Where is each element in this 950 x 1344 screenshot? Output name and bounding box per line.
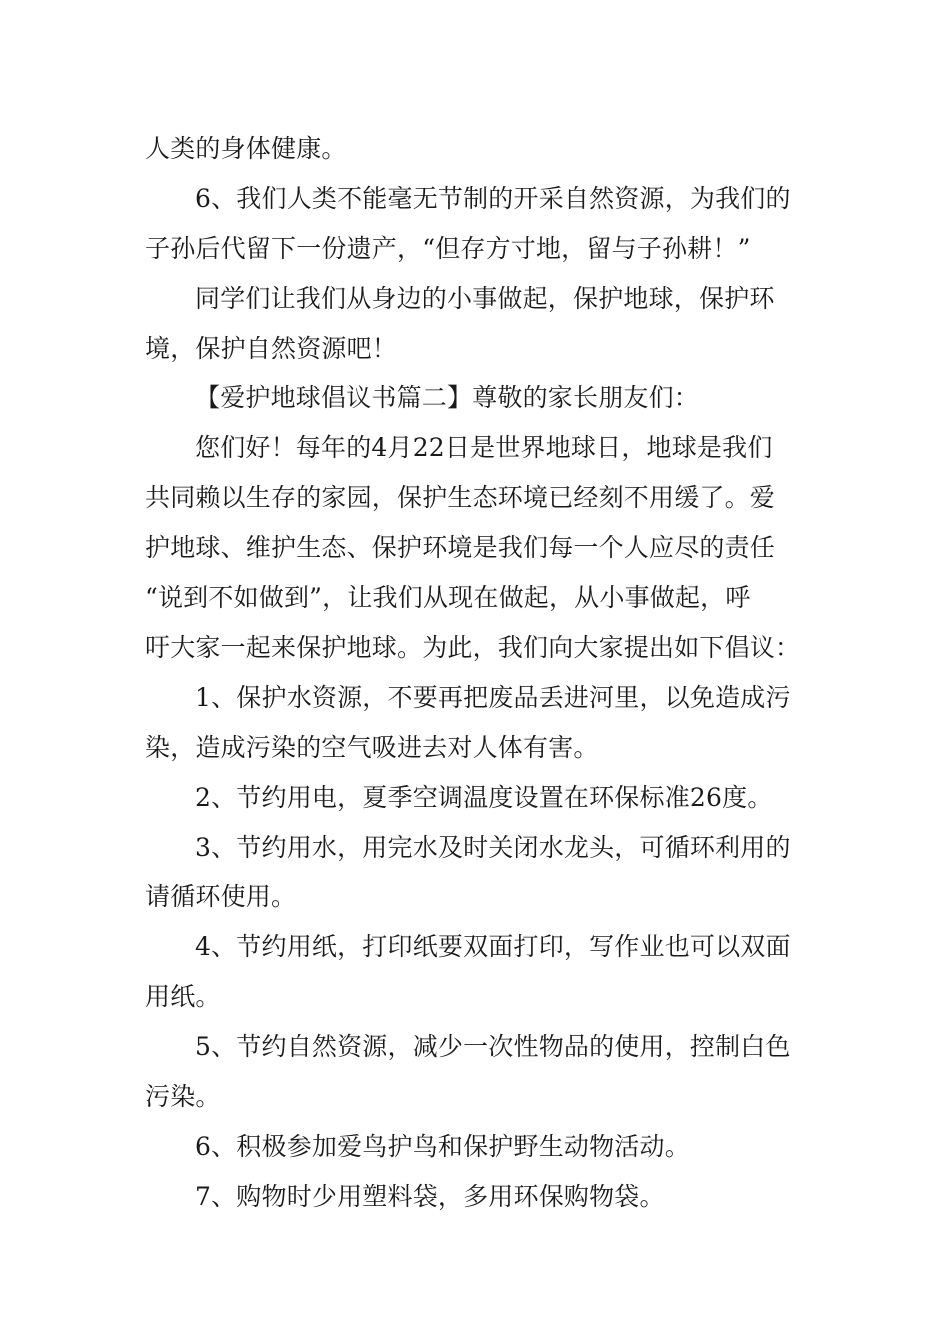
text-line: 5、节约自然资源，减少一次性物品的使用，控制白色 bbox=[195, 1032, 791, 1061]
text-line: 6、我们人类不能毫无节制的开采自然资源，为我们的 bbox=[195, 184, 791, 213]
text-line: 境，保护自然资源吧！ bbox=[145, 334, 398, 363]
text-line: 7、购物时少用塑料袋，多用环保购物袋。 bbox=[195, 1182, 665, 1211]
text-line: 4、节约用纸，打印纸要双面打印，写作业也可以双面 bbox=[195, 932, 791, 961]
text-line: 您们好！每年的4月22日是世界地球日，地球是我们 bbox=[195, 433, 773, 462]
text-line: 2、节约用电，夏季空调温度设置在环保标准26度。 bbox=[195, 783, 773, 812]
text-line: 请循环使用。 bbox=[145, 882, 297, 911]
text-line: 用纸。 bbox=[145, 982, 221, 1011]
text-line: 子孙后代留下一份遗产，“但存方寸地，留与子孙耕！” bbox=[145, 234, 751, 263]
text-line: 污染。 bbox=[145, 1082, 221, 1111]
text-line: 同学们让我们从身边的小事做起，保护地球，保护环 bbox=[195, 284, 775, 313]
text-line: 共同赖以生存的家园，保护生态环境已经刻不用缓了。爱 bbox=[145, 483, 776, 512]
section-heading: 【爱护地球倡议书篇二】尊敬的家长朋友们： bbox=[195, 383, 700, 412]
text-line: 吁大家一起来保护地球。为此，我们向大家提出如下倡议： bbox=[145, 633, 801, 662]
text-line: 护地球、维护生态、保护环境是我们每一个人应尽的责任 bbox=[145, 533, 776, 562]
text-line: “说到不如做到”，让我们从现在做起，从小事做起，呼 bbox=[145, 583, 751, 612]
text-line: 6、积极参加爱鸟护鸟和保护野生动物活动。 bbox=[195, 1132, 690, 1161]
text-line: 染，造成污染的空气吸进去对人体有害。 bbox=[145, 733, 599, 762]
text-line: 人类的身体健康。 bbox=[145, 134, 347, 163]
text-line: 1、保护水资源，不要再把废品丢进河里，以免造成污 bbox=[195, 683, 791, 712]
text-line: 3、节约用水，用完水及时关闭水龙头，可循环利用的 bbox=[195, 833, 791, 862]
